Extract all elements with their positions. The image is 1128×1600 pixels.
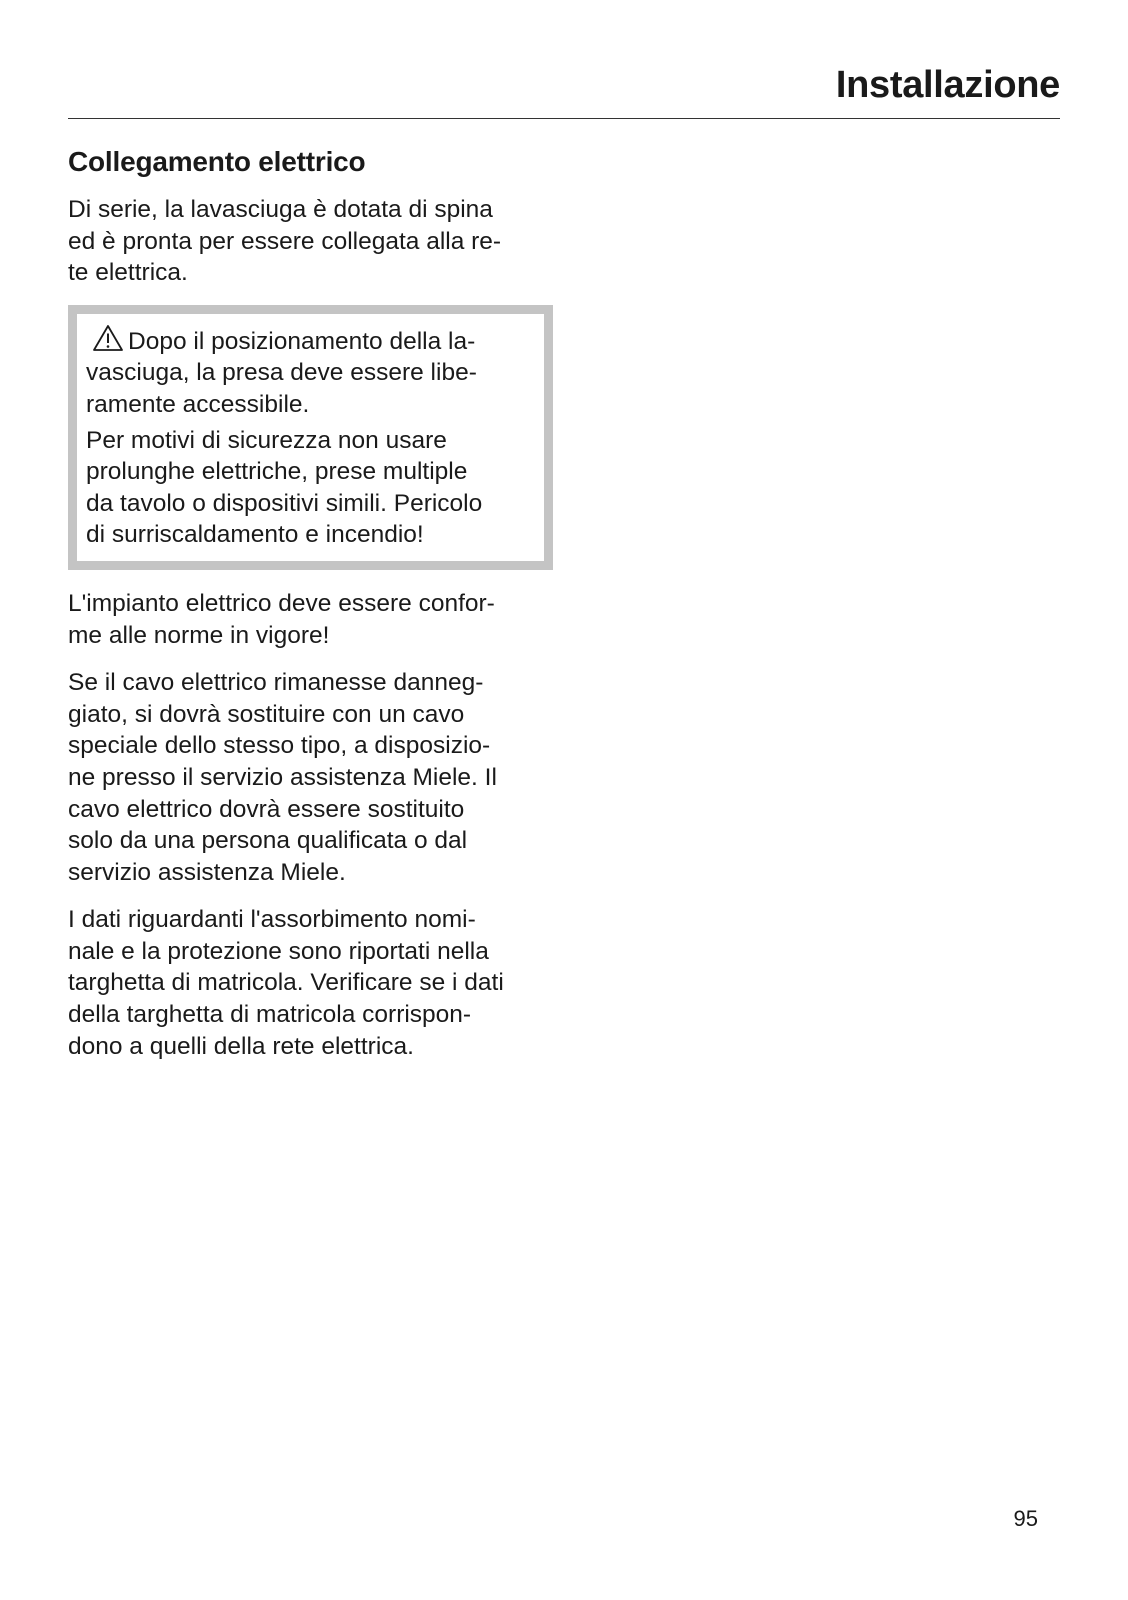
page-number: 95 <box>1013 1506 1038 1531</box>
section-title: Collegamento elettrico <box>68 146 366 177</box>
warning-text-1: Dopo il posizionamento della la- vasciuga, la presa deve essere libe- ramente accessibile. <box>86 327 477 418</box>
warning-triangle-icon <box>92 324 124 352</box>
page-title: Installazione <box>835 64 1060 106</box>
warning-paragraph-1 <box>86 324 532 421</box>
warning-paragraph-2: Per motivi di sicurezza non usare prolunghe elettriche, prese multiple da tavolo o dispositivi simili. Pericolo di surriscaldamento e incendio! <box>86 426 483 549</box>
intro-paragraph: Di serie, la lavasciuga è dotata di spina ed è pronta per essere collegata alla re- te elettrica. <box>68 196 502 287</box>
warning-box <box>68 305 553 570</box>
rating-plate-paragraph: I dati riguardanti l'assorbimento nomi- nale e la protezione sono riportati nella targhetta di matricola. Verificare se i dati della targhetta di matricola corrispon- dono a quelli della rete elettrica. <box>68 906 504 1060</box>
compliance-paragraph: L'impianto elettrico deve essere confor- me alle norme in vigore! <box>68 589 495 649</box>
main-content <box>68 144 548 1078</box>
page-header <box>68 60 1060 119</box>
cable-paragraph: Se il cavo elettrico rimanesse danneg- giato, si dovrà sostituire con un cavo speciale dello stesso tipo, a disposizio- ne presso il servizio assistenza Miele. Il cavo elettrico dovrà essere sostituito solo da una persona qualificata o dal servizio assistenza Miele. <box>68 669 497 886</box>
